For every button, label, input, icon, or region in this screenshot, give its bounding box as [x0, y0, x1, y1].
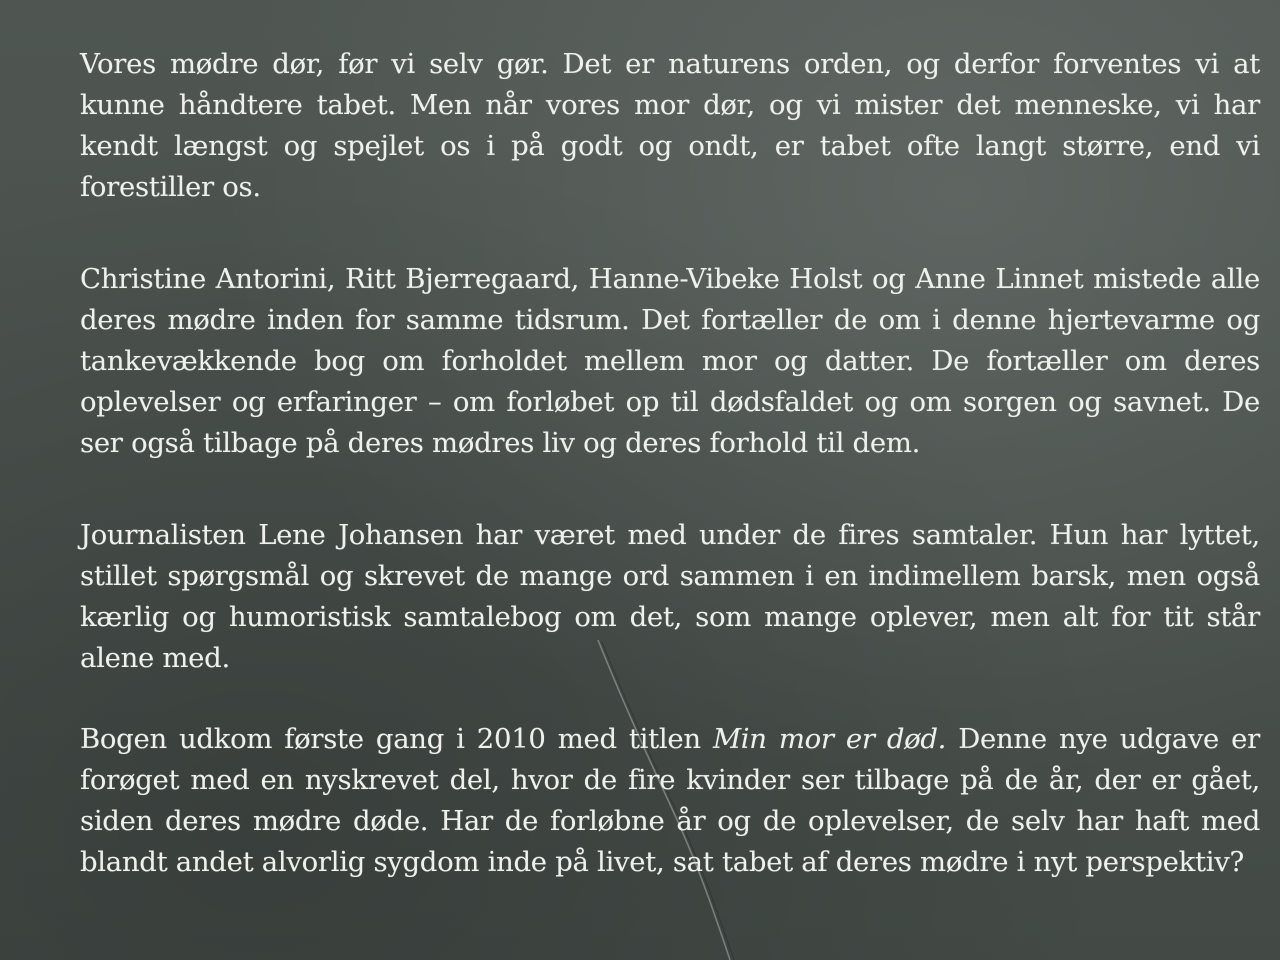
blurb-paragraph-4 [80, 719, 1260, 883]
book-original-title: Min mor er død. [712, 723, 947, 755]
blurb-paragraph-2: Christine Antorini, Ritt Bjerregaard, Hanne-Vibeke Holst og Anne Linnet mistede alle deres mødre inden for samme tidsrum. Det fortæller de om i denne hjertevarme og tankevækkende bog om forholdet mellem mor og datter. De fortæller om deres oplevelser og erfaringer – om forløbet op til dødsfaldet og om sorgen og savnet. De ser også tilbage på deres mødres liv og deres forhold til dem. [80, 263, 1260, 459]
paragraph-4-intro: Bogen udkom første gang i 2010 med titlen [80, 723, 713, 755]
blurb-paragraph-1: Vores mødre dør, før vi selv gør. Det er naturens orden, og derfor forventes vi at kunne håndtere tabet. Men når vores mor dør, og vi mister det menneske, vi har kendt længst og spejlet os i på godt og ondt, er tabet ofte langt større, end vi forestiller os. [80, 48, 1260, 203]
paragraph-4-rest: Denne nye udgave er forøget med en nyskrevet del, hvor de fire kvinder ser tilbage på de år, der er gået, siden deres mødre døde. Har de forløbne år og de oplevelser, de selv har haft med blandt andet alvorlig sygdom inde på livet, sat tabet af deres mødre i nyt perspektiv? [80, 723, 1260, 878]
blurb-paragraph-3: Journalisten Lene Johansen har været med under de fires samtaler. Hun har lyttet, stillet spørgsmål og skrevet de mange ord sammen i en indimellem barsk, men også kærlig og humoristisk samtalebog om det, som mange oplever, men alt for tit står alene med. [80, 519, 1260, 674]
